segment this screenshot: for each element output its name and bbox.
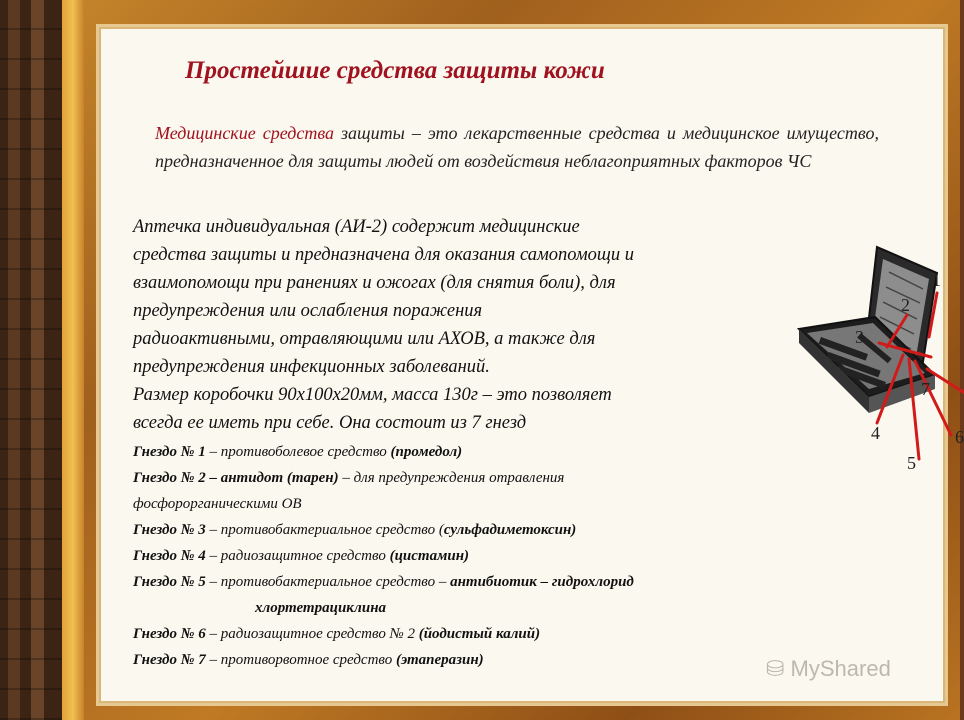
- nest-item-2: Гнездо № 2 – антидот (тарен) – для предупреждения отравления: [133, 470, 565, 486]
- intro-paragraph: [155, 119, 879, 175]
- description-line: всегда ее иметь при себе. Она состоит из 7 гнезд: [133, 413, 527, 433]
- watermark-icon: ⛁: [766, 656, 791, 681]
- kit-drawing: [759, 237, 959, 497]
- wood-sidebar: [0, 0, 65, 720]
- nest-item-5: Гнездо № 5 – противобактериальное средство – антибиотик – гидрохлорид: [133, 574, 634, 590]
- description-line: радиоактивными, отравляющими или АХОВ, а также для: [133, 329, 596, 349]
- kit-label-1: 1: [932, 270, 941, 290]
- kit-label-2: 2: [901, 295, 910, 315]
- description-line: предупреждения или ослабления поражения: [133, 301, 483, 321]
- nest-item-1: Гнездо № 1 – противоболевое средство (промедол): [133, 444, 463, 460]
- nest-item-7: Гнездо № 7 – противорвотное средство (этаперазин): [133, 652, 484, 668]
- kit-label-4: 4: [871, 423, 880, 443]
- kit-label-5: 5: [907, 453, 916, 473]
- nest-list: [133, 439, 853, 673]
- kit-label-7: 7: [921, 379, 930, 399]
- kit-label-3: 3: [855, 327, 864, 347]
- description-line: предупреждения инфекционных заболеваний.: [133, 357, 490, 377]
- first-aid-kit-illustration: [759, 237, 964, 497]
- nest-item-3: Гнездо № 3 – противобактериальное средство (сульфадиметоксин): [133, 522, 577, 538]
- nest-item-2-cont: фосфорорганическими ОВ: [133, 496, 302, 512]
- nest-item-4: Гнездо № 4 – радиозащитное средство (цистамин): [133, 548, 470, 564]
- description-line: средства защиты и предназначена для оказания самопомощи и: [133, 245, 634, 265]
- slide-panel: [96, 24, 964, 706]
- intro-emphasis: Медицинские средства: [155, 123, 335, 143]
- nest-item-5-cont: хлортетрациклина: [255, 600, 387, 616]
- description-line: Размер коробочки 90х100х20мм, масса 130г – это позволяет: [133, 385, 612, 405]
- kit-label-6: 6: [955, 427, 964, 447]
- slide-title: Простейшие средства защиты кожи: [185, 57, 605, 84]
- description-line: Аптечка индивидуальная (АИ-2) содержит медицинские: [133, 217, 580, 237]
- watermark-logo: ⛁ MyShared: [766, 656, 891, 681]
- description-line: взаимопомощи при ранениях и ожогах (для снятия боли), для: [133, 273, 616, 293]
- intro-text: защиты – это лекарственные средства и медицинское имущество, предназначенное для защиты людей от воздействия неблагоприятных факторов ЧС: [155, 123, 879, 171]
- kit-description: [133, 213, 773, 437]
- nest-item-6: Гнездо № 6 – радиозащитное средство № 2 (йодистый калий): [133, 626, 541, 642]
- gold-strip: [62, 0, 84, 720]
